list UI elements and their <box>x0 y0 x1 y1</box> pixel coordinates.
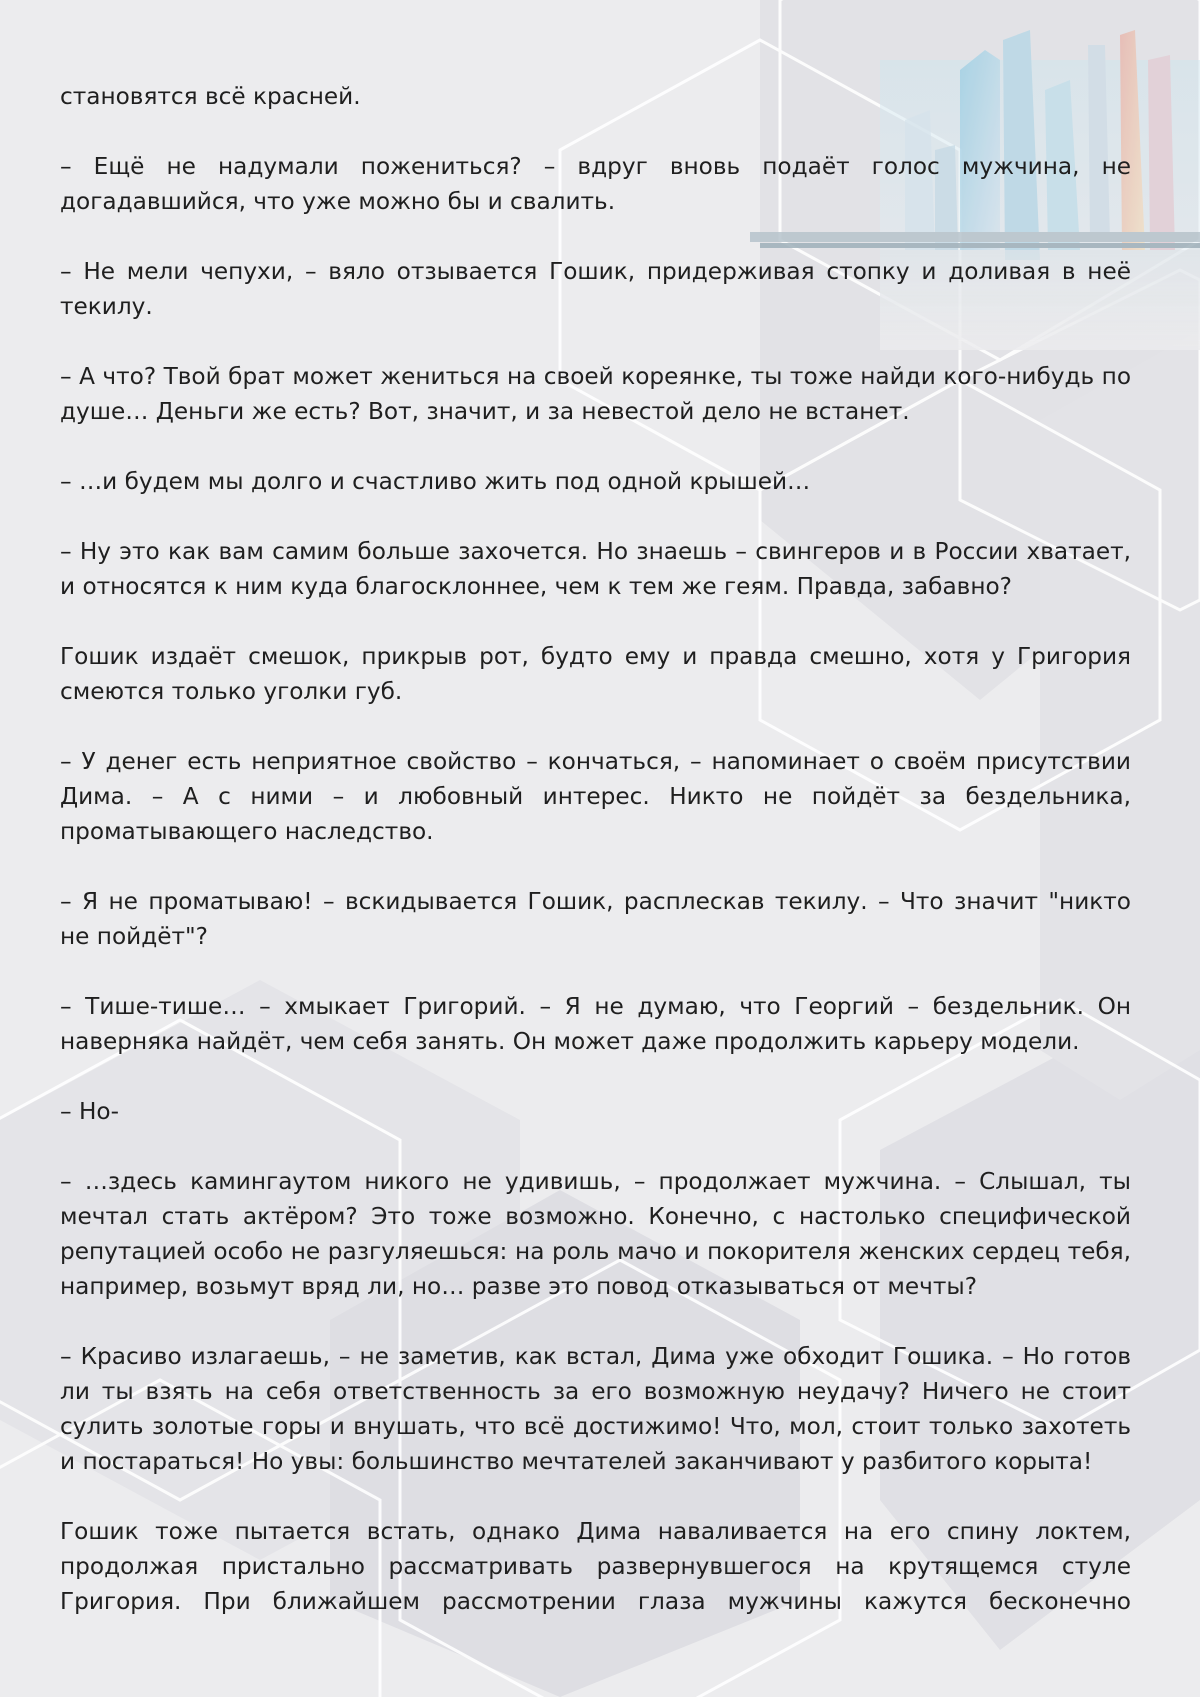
paragraph-9: – Я не проматываю! – вскидывается Гошик, расплескав текилу. – Что значит "никто не пойдёт"? <box>60 888 1131 950</box>
paragraph-13: – Красиво излагаешь, – не заметив, как встал, Дима уже обходит Гошика. – Но готов ли ты взять на себя ответственность за его возможную неудачу? Ничего не стоит сулить золотые горы и внушать, что всё достижимо! Что, мол, стоит только захотеть и постараться! Но увы: большинство мечтателей заканчивают у разбитого корыта! <box>60 1343 1131 1475</box>
paragraph-6: – Ну это как вам самим больше захочется. Но знаешь – свингеров и в России хватает, и относятся к ним куда благосклоннее, чем к тем же геям. Правда, забавно? <box>60 538 1131 600</box>
paragraph-8: – У денег есть неприятное свойство – кончаться, – напоминает о своём присутствии Дима. – А с ними – и любовный интерес. Никто не пойдёт за бездельника, проматывающего наследство. <box>60 748 1131 845</box>
paragraph-5: – …и будем мы долго и счастливо жить под одной крышей… <box>60 468 811 495</box>
paragraph-12: – …здесь камингаутом никого не удивишь, – продолжает мужчина. – Слышал, ты мечтал стать актёром? Это тоже возможно. Конечно, с настолько специфической репутацией особо не разгуляешься: на роль мачо и покорителя женских сердец тебя, например, возьмут вряд ли, но… разве это повод отказываться от мечты? <box>60 1168 1131 1300</box>
paragraph-10: – Тише-тише… – хмыкает Григорий. – Я не думаю, что Георгий – бездельник. Он наверняка найдёт, чем себя занять. Он может даже продолжить карьеру модели. <box>60 993 1131 1055</box>
paragraph-7: Гошик издаёт смешок, прикрыв рот, будто ему и правда смешно, хотя у Григория смеются только уголки губ. <box>60 643 1131 705</box>
paragraph-14: Гошик тоже пытается встать, однако Дима наваливается на его спину локтем, продолжая пристально рассматривать развернувшегося на крутящемся стуле Григория. При ближайшем рассмотрении глаза мужчины кажутся бесконечно <box>60 1518 1131 1615</box>
paragraph-2: – Ещё не надумали пожениться? – вдруг вновь подаёт голос мужчина, не догадавшийся, что уже можно бы и свалить. <box>60 153 1131 215</box>
document-page <box>60 79 1131 1619</box>
paragraph-11: – Но- <box>60 1098 119 1125</box>
paragraph-1: становятся всё красней. <box>60 83 361 110</box>
paragraph-4: – А что? Твой брат может жениться на своей кореянке, ты тоже найди кого-нибудь по душе… Деньги же есть? Вот, значит, и за невестой дело не встанет. <box>60 363 1131 425</box>
paragraph-3: – Не мели чепухи, – вяло отзывается Гошик, придерживая стопку и доливая в неё текилу. <box>60 258 1131 320</box>
